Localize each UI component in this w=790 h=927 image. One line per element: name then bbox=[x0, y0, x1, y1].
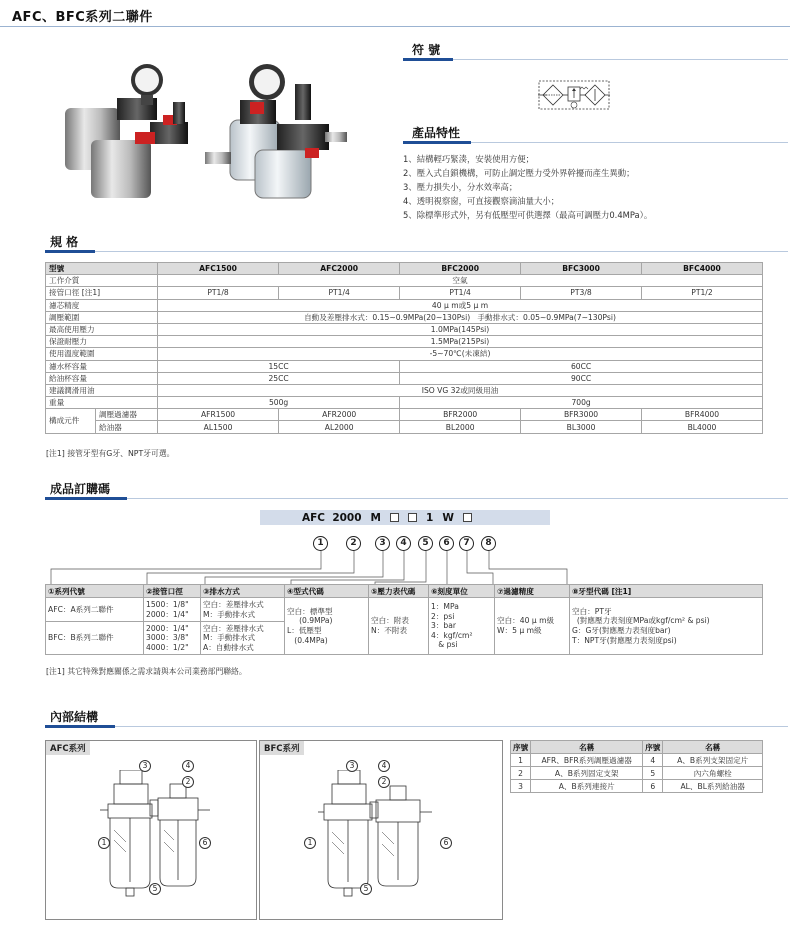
parts-cell: 內六角螺栓 bbox=[663, 767, 763, 780]
spec-value: BFR3000 bbox=[521, 409, 642, 421]
parts-cell: 2 bbox=[511, 767, 531, 780]
parts-cell: 1 bbox=[511, 754, 531, 767]
order-code-1: 1 bbox=[426, 511, 434, 524]
order-type: 空白：標準型 (0.9MPa) L：低壓型 (0.4MPa) bbox=[285, 598, 369, 655]
order-drain-b: 空白：差壓排水式 M：手動排水式 A：自動排水式 bbox=[201, 622, 285, 655]
afc-callout: 5 bbox=[149, 883, 161, 895]
specs-heading: 規 格 bbox=[50, 235, 79, 249]
bfc-callout: 5 bbox=[360, 883, 372, 895]
spec-value: PT1/2 bbox=[641, 287, 762, 299]
spec-value: 自動及差壓排水式：0.15~0.9MPa(20~130Psi) 手動排水式：0.05~0.9MPa(7~130Psi) bbox=[158, 311, 763, 323]
spec-value: 700g bbox=[400, 397, 763, 409]
spec-value: 15CC bbox=[158, 360, 400, 372]
spec-label: 調壓範圍 bbox=[46, 311, 158, 323]
product-photos bbox=[55, 60, 395, 200]
parts-cell: A、B系列固定支架 bbox=[531, 767, 643, 780]
spec-sublabel: 給油器 bbox=[96, 421, 158, 433]
table-row bbox=[46, 348, 763, 360]
order-code-prefix: AFC 2000 bbox=[302, 511, 362, 524]
spec-label: 構成元件 bbox=[46, 409, 96, 433]
bfc-unit-image bbox=[205, 64, 347, 198]
parts-cell: AL、BL系列給油器 bbox=[663, 780, 763, 793]
spec-value: -5~70℃(未凍結) bbox=[158, 348, 763, 360]
order-code-bar bbox=[260, 510, 550, 525]
table-row bbox=[46, 372, 763, 384]
order-leader-lines bbox=[45, 551, 765, 585]
order-number-circle: 5 bbox=[418, 536, 433, 551]
order-series-b: BFC：B系列二聯件 bbox=[46, 622, 144, 655]
order-port-a: 1500：1/8" 2000：1/4" bbox=[144, 598, 201, 622]
order-drain-a: 空白：差壓排水式 M：手動排水式 bbox=[201, 598, 285, 622]
order-note: [注1] 其它特殊對應關係之需求請與本公司業務部門聯絡。 bbox=[46, 667, 247, 676]
order-code-box bbox=[463, 513, 472, 522]
features-heading-rule bbox=[403, 141, 471, 144]
table-row bbox=[46, 287, 763, 299]
order-code-m: M bbox=[370, 511, 381, 524]
spec-label: 保證耐壓力 bbox=[46, 336, 158, 348]
order-header-row bbox=[46, 585, 763, 598]
spec-label: 濾芯精度 bbox=[46, 299, 158, 311]
order-number-circle: 6 bbox=[439, 536, 454, 551]
order-code-box bbox=[408, 513, 417, 522]
spec-label: 建議潤滑用油 bbox=[46, 384, 158, 396]
page-title: AFC、BFC系列二聯件 bbox=[12, 10, 153, 25]
ordering-heading-rule bbox=[45, 497, 127, 500]
parts-table bbox=[510, 740, 763, 793]
order-code-box bbox=[390, 513, 399, 522]
bfc-cross-section-drawing bbox=[318, 770, 438, 900]
spec-label: 濾水杯容量 bbox=[46, 360, 158, 372]
spec-value: AFR2000 bbox=[279, 409, 400, 421]
parts-header: 序號 bbox=[511, 741, 531, 754]
table-row bbox=[46, 397, 763, 409]
spec-value: AFR1500 bbox=[158, 409, 279, 421]
spec-value: 60CC bbox=[400, 360, 763, 372]
parts-cell: 4 bbox=[643, 754, 663, 767]
table-row bbox=[46, 360, 763, 372]
bfc-callout: 1 bbox=[304, 837, 316, 849]
table-row bbox=[46, 384, 763, 396]
spec-table bbox=[45, 262, 763, 434]
order-unit: 1：MPa 2：psi 3：bar 4：kgf/cm² & psi bbox=[429, 598, 495, 655]
features-heading: 產品特性 bbox=[412, 126, 461, 140]
afc-callout: 6 bbox=[199, 837, 211, 849]
parts-cell: A、B系列連接片 bbox=[531, 780, 643, 793]
feature-item: 3、壓力損失小，分水效率高； bbox=[403, 182, 518, 193]
order-number-circle: 3 bbox=[375, 536, 390, 551]
spec-value: BL3000 bbox=[521, 421, 642, 433]
afc-unit-image bbox=[65, 64, 188, 198]
internal-heading: 內部結構 bbox=[50, 710, 99, 724]
order-precision: 空白：40 μ m級 W：5 μ m級 bbox=[495, 598, 570, 655]
specs-heading-rule bbox=[45, 250, 95, 253]
title-divider bbox=[0, 26, 790, 27]
table-row bbox=[46, 598, 763, 622]
order-header: ⑥刻度單位 bbox=[429, 585, 495, 598]
spec-value: ISO VG 32或同級用油 bbox=[158, 384, 763, 396]
afc-callout: 2 bbox=[182, 776, 194, 788]
spec-value: 空氣 bbox=[158, 275, 763, 287]
feature-item: 5、除標準形式外，另有低壓型可供選擇（最高可調壓力0.4MPa）。 bbox=[403, 210, 653, 221]
spec-label: 最高使用壓力 bbox=[46, 323, 158, 335]
feature-list bbox=[403, 152, 788, 222]
order-header: ②接管口徑 bbox=[144, 585, 201, 598]
afc-callout: 1 bbox=[98, 837, 110, 849]
spec-value: BL2000 bbox=[400, 421, 521, 433]
internal-heading-rule-thin bbox=[115, 726, 788, 727]
table-row bbox=[511, 780, 763, 793]
spec-value: 25CC bbox=[158, 372, 400, 384]
spec-value: 40 μ m或5 μ m bbox=[158, 299, 763, 311]
spec-label: 重量 bbox=[46, 397, 158, 409]
spec-sublabel: 調壓過濾器 bbox=[96, 409, 158, 421]
order-code-w: W bbox=[442, 511, 454, 524]
feature-item: 2、壓入式自鎖機構，可防止調定壓力受外界幹擾而產生異動； bbox=[403, 168, 635, 179]
symbol-heading-rule bbox=[403, 58, 453, 61]
symbol-heading-rule-thin bbox=[453, 59, 788, 60]
spec-value: PT1/8 bbox=[158, 287, 279, 299]
order-number-circle: 7 bbox=[459, 536, 474, 551]
spec-value: BFR2000 bbox=[400, 409, 521, 421]
order-table bbox=[45, 584, 763, 655]
spec-value: PT1/4 bbox=[400, 287, 521, 299]
spec-note: [注1] 接管牙型有G牙、NPT牙可選。 bbox=[46, 449, 175, 458]
feature-item: 4、透明視察窗，可直接觀察滴油量大小； bbox=[403, 196, 560, 207]
spec-header-col: BFC2000 bbox=[400, 263, 521, 275]
internal-heading-rule bbox=[45, 725, 115, 728]
table-row bbox=[46, 323, 763, 335]
bfc-panel-label: BFC系列 bbox=[260, 741, 304, 755]
spec-label: 工作介質 bbox=[46, 275, 158, 287]
bfc-callout: 2 bbox=[378, 776, 390, 788]
parts-cell: 5 bbox=[643, 767, 663, 780]
table-row bbox=[46, 421, 763, 433]
parts-header-row bbox=[511, 741, 763, 754]
spec-value: BFR4000 bbox=[641, 409, 762, 421]
bfc-callout: 3 bbox=[346, 760, 358, 772]
table-row bbox=[511, 754, 763, 767]
order-header: ④型式代碼 bbox=[285, 585, 369, 598]
parts-cell: 3 bbox=[511, 780, 531, 793]
table-row bbox=[46, 299, 763, 311]
order-port-b: 2000：1/4" 3000：3/8" 4000：1/2" bbox=[144, 622, 201, 655]
ordering-heading-rule-thin bbox=[127, 498, 788, 499]
bfc-callout: 6 bbox=[440, 837, 452, 849]
parts-header: 名稱 bbox=[531, 741, 643, 754]
afc-callout: 3 bbox=[139, 760, 151, 772]
parts-cell: 6 bbox=[643, 780, 663, 793]
spec-value: 1.5MPa(215Psi) bbox=[158, 336, 763, 348]
order-number-circle: 2 bbox=[346, 536, 361, 551]
spec-value: 90CC bbox=[400, 372, 763, 384]
spec-value: AL2000 bbox=[279, 421, 400, 433]
spec-header-col: AFC2000 bbox=[279, 263, 400, 275]
pneumatic-symbol bbox=[538, 80, 610, 110]
spec-value: AL1500 bbox=[158, 421, 279, 433]
spec-header-col: BFC3000 bbox=[521, 263, 642, 275]
afc-panel-label: AFC系列 bbox=[46, 741, 90, 755]
spec-header-model: 型號 bbox=[46, 263, 158, 275]
order-header: ①系列代號 bbox=[46, 585, 144, 598]
ordering-heading: 成品訂購碼 bbox=[50, 482, 111, 496]
spec-value: BL4000 bbox=[641, 421, 762, 433]
order-header: ⑦過濾精度 bbox=[495, 585, 570, 598]
order-thread: 空白：PT牙 (對應壓力表刻度MPa或kgf/cm² & psi) G：G牙(對應壓力表刻度bar) T：NPT牙(對應壓力表刻度psi) bbox=[570, 598, 763, 655]
features-heading-rule-thin bbox=[471, 142, 788, 143]
afc-callout: 4 bbox=[182, 760, 194, 772]
spec-header-col: BFC4000 bbox=[641, 263, 762, 275]
parts-cell: AFR、BFR系列調壓過濾器 bbox=[531, 754, 643, 767]
symbol-heading: 符 號 bbox=[412, 43, 441, 57]
spec-value: PT1/4 bbox=[279, 287, 400, 299]
table-row bbox=[46, 336, 763, 348]
parts-header: 序號 bbox=[643, 741, 663, 754]
order-number-circle: 1 bbox=[313, 536, 328, 551]
specs-heading-rule-thin bbox=[95, 251, 788, 252]
order-series-a: AFC：A系列二聯件 bbox=[46, 598, 144, 622]
parts-header: 名稱 bbox=[663, 741, 763, 754]
spec-label: 給油杯容量 bbox=[46, 372, 158, 384]
table-row bbox=[511, 767, 763, 780]
order-number-circle: 4 bbox=[396, 536, 411, 551]
order-number-circle: 8 bbox=[481, 536, 496, 551]
afc-cross-section-drawing bbox=[100, 770, 220, 900]
spec-value: 500g bbox=[158, 397, 400, 409]
spec-label: 使用溫度範圍 bbox=[46, 348, 158, 360]
spec-value: 1.0MPa(145Psi) bbox=[158, 323, 763, 335]
spec-header-col: AFC1500 bbox=[158, 263, 279, 275]
parts-cell: A、B系列支架固定片 bbox=[663, 754, 763, 767]
order-header: ⑧牙型代碼 [注1] bbox=[570, 585, 763, 598]
spec-value: PT3/8 bbox=[521, 287, 642, 299]
table-row bbox=[46, 275, 763, 287]
spec-header-row bbox=[46, 263, 763, 275]
table-row bbox=[46, 409, 763, 421]
order-header: ⑤壓力表代碼 bbox=[369, 585, 429, 598]
order-gauge: 空白：附表 N：不附表 bbox=[369, 598, 429, 655]
feature-item: 1、結構輕巧緊湊，安裝使用方便； bbox=[403, 154, 534, 164]
order-header: ③排水方式 bbox=[201, 585, 285, 598]
table-row bbox=[46, 311, 763, 323]
spec-label: 接管口徑 [注1] bbox=[46, 287, 158, 299]
bfc-callout: 4 bbox=[378, 760, 390, 772]
